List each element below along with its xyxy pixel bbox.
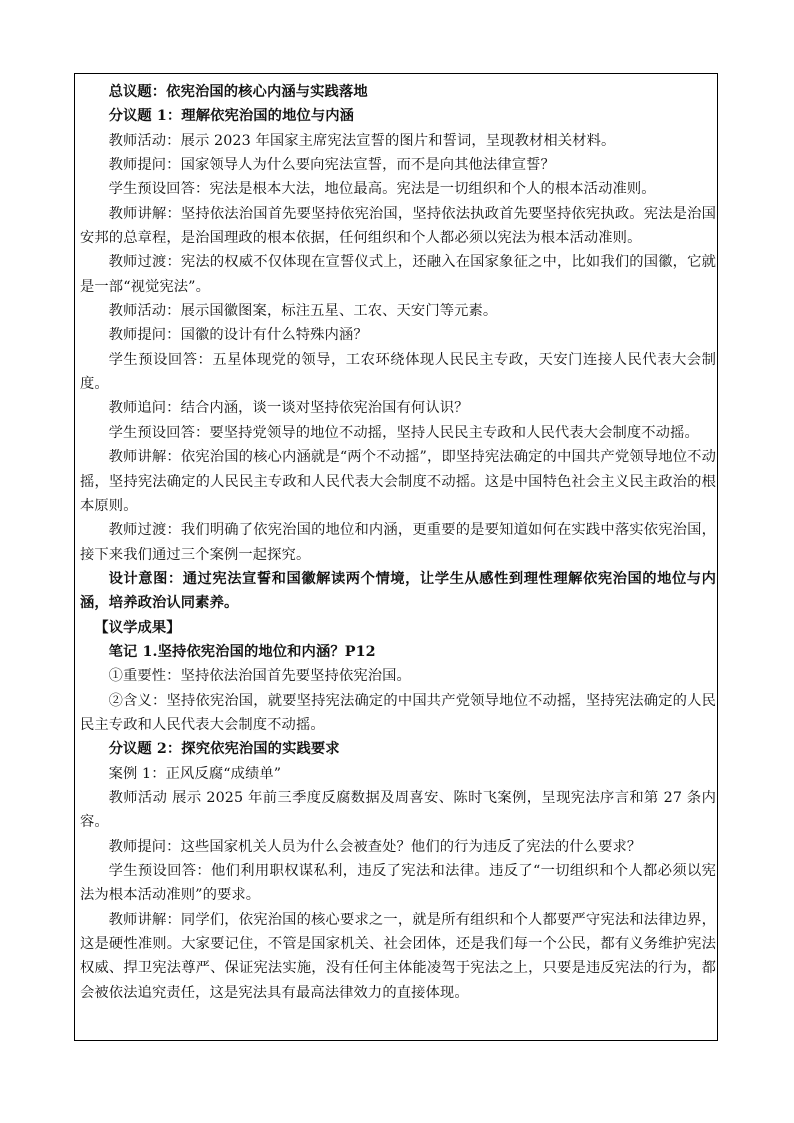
note-heading: 笔记 1.坚持依宪治国的地位和内涵？P12 xyxy=(108,643,376,660)
paragraph: 学生预设回答：宪法是根本大法，地位最高。宪法是一切组织和个人的根本活动准则。 xyxy=(108,181,656,198)
paragraph: 教师提问：这些国家机关人员为什么会被查处？他们的行为违反了宪法的什么要求？ xyxy=(108,838,642,855)
paragraph: 教师讲解：同学们，依宪治国的核心要求之一，就是所有组织和个人都要严守宪法和法律边界，这是硬性准则。大家要记住，不管是国家机关、社会团体，还是我们每一个公民，都有义务维护宪法权威、捍卫宪法尊严、保证宪法实施，没有任何主体能凌驾于宪法之上，只要是违反宪法的行为，都会被依法追究责任，这是宪法具有最高法律效力的直接体现。 xyxy=(80,911,716,1001)
sub-topic-1: 分议题 1：理解依宪治国的地位与内涵 xyxy=(108,108,355,125)
case-title: 案例 1：正风反腐“成绩单” xyxy=(108,765,282,782)
paragraph: ②含义：坚持依宪治国，就要坚持宪法确定的中国共产党领导地位不动摇，坚持宪法确定的人民民主专政和人民代表大会制度不动摇。 xyxy=(80,692,716,733)
paragraph: 学生预设回答：他们利用职权谋私利，违反了宪法和法律。违反了“一切组织和个人都必须以宪法为根本活动准则”的要求。 xyxy=(80,863,716,904)
section-heading: 【议学成果】 xyxy=(94,619,181,636)
paragraph: 教师追问：结合内涵，谈一谈对坚持依宪治国有何认识？ xyxy=(108,400,469,417)
paragraph: 学生预设回答：五星体现党的领导，工农环绕体现人民民主专政，天安门连接人民代表大会制度。 xyxy=(80,351,716,393)
paragraph: ①重要性：坚持依法治国首先要坚持依宪治国。 xyxy=(108,668,411,685)
paragraph: 教师讲解：坚持依法治国首先要坚持依宪治国，坚持依法执政首先要坚持依宪执政。宪法是治国安邦的总章程，是治国理政的根本依据，任何组织和个人都必须以宪法为根本活动准则。 xyxy=(80,205,716,247)
paragraph: 教师活动：展示 2023 年国家主席宪法宣誓的图片和誓词，呈现教材相关材料。 xyxy=(108,132,616,149)
paragraph: 学生预设回答：要坚持党领导的地位不动摇，坚持人民民主专政和人民代表大会制度不动摇。 xyxy=(108,424,699,441)
paragraph: 教师活动 展示 2025 年前三季度反腐数据及周喜安、陈时飞案例，呈现宪法序言和第 27 条内容。 xyxy=(80,789,716,831)
paragraph: 教师活动：展示国徽图案，标注五星、工农、天安门等元素。 xyxy=(108,303,498,320)
design-intent: 设计意图：通过宪法宣誓和国徽解读两个情境，让学生从感性到理性理解依宪治国的地位与内涵，培养政治认同素养。 xyxy=(80,570,716,612)
paragraph: 教师过渡：宪法的权威不仅体现在宣誓仪式上，还融入在国家象征之中，比如我们的国徽，它就是一部“视觉宪法”。 xyxy=(80,254,716,295)
paragraph: 教师提问：国家领导人为什么要向宪法宣誓，而不是向其他法律宣誓？ xyxy=(108,157,555,174)
sub-topic-2: 分议题 2：探究依宪治国的实践要求 xyxy=(108,741,340,758)
paragraph: 教师提问：国徽的设计有什么特殊内涵？ xyxy=(108,327,368,344)
paragraph: 教师过渡：我们明确了依宪治国的地位和内涵，更重要的是要知道如何在实践中落实依宪治国，接下来我们通过三个案例一起探究。 xyxy=(80,522,716,563)
lesson-content xyxy=(80,80,716,1005)
main-topic: 总议题：依宪治国的核心内涵与实践落地 xyxy=(108,84,368,100)
paragraph: 教师讲解：依宪治国的核心内涵就是“两个不动摇”，即坚持宪法确定的中国共产党领导地位不动摇，坚持宪法确定的人民民主专政和人民代表大会制度不动摇。这是中国特色社会主义民主政治的根本原则。 xyxy=(80,449,716,514)
